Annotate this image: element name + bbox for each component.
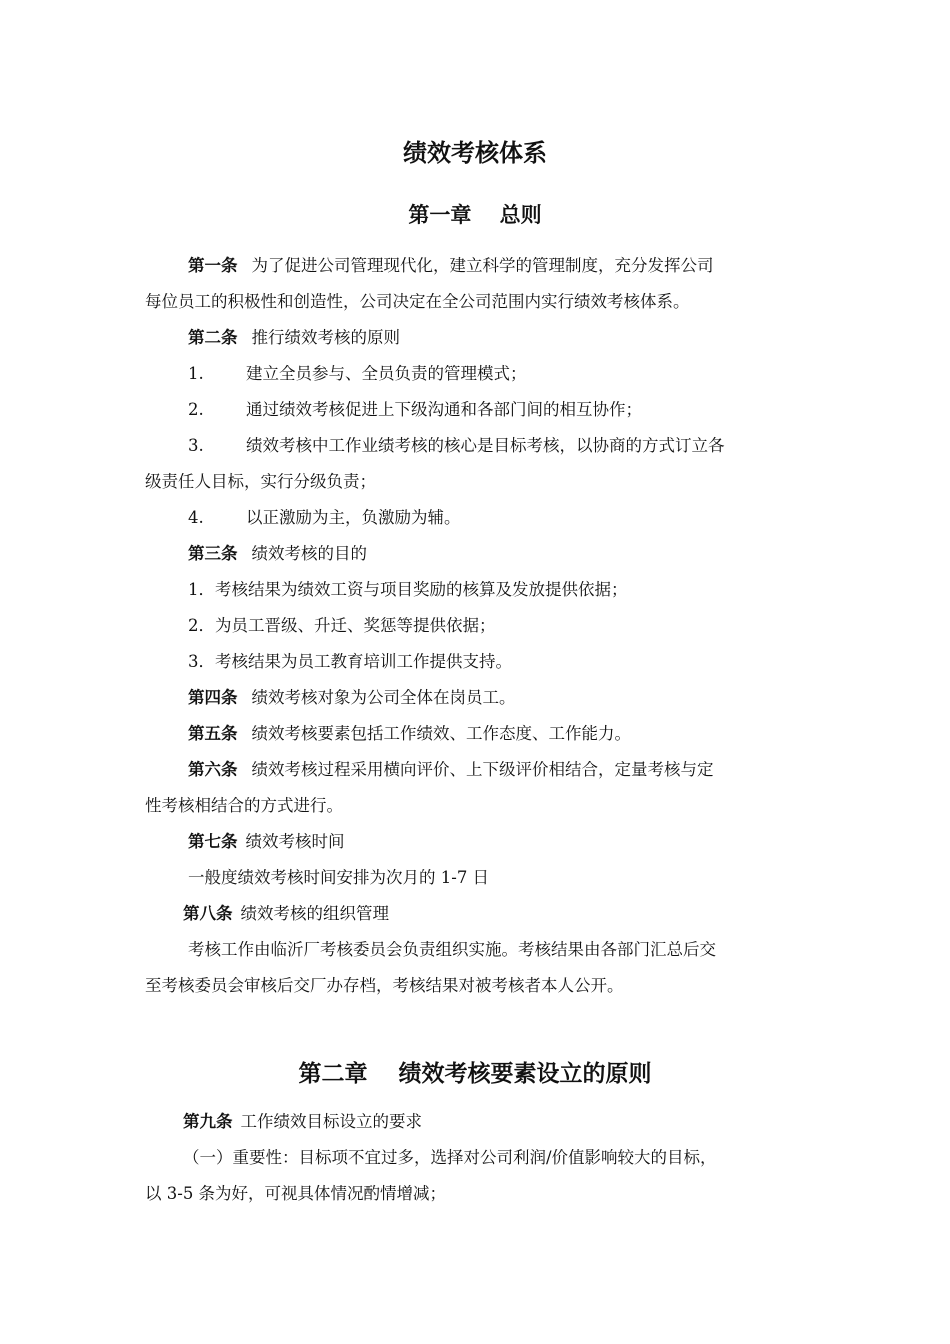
article-2-text: 推行绩效考核的原则 [251,328,400,347]
article-2-item-3-cont: 级责任人目标，实行分级负责； [145,472,376,491]
article-9-line [183,1111,422,1133]
article-1-label: 第一条 [188,256,238,275]
article-8-text: 绩效考核的组织管理 [240,904,389,923]
article-2-item-1 [188,363,527,385]
item-number: 4. [188,508,204,527]
article-8-detail-1: 考核工作由临沂厂考核委员会负责组织实施。考核结果由各部门汇总后交 [188,940,716,959]
article-1-text: 为了促进公司管理现代化，建立科学的管理制度，充分发挥公司 [251,256,714,275]
item-text: 以正激励为主，负激励为辅。 [246,508,461,527]
article-2-line [188,327,400,349]
article-8-line [183,903,389,925]
article-6-line-2: 性考核相结合的方式进行。 [145,796,343,815]
article-1-line-2: 每位员工的积极性和创造性，公司决定在全公司范围内实行绩效考核体系。 [145,292,690,311]
article-4-label: 第四条 [188,688,238,707]
article-3-line [188,543,367,565]
article-8-detail-2: 至考核委员会审核后交厂办存档，考核结果对被考核者本人公开。 [145,976,624,995]
article-4-text: 绩效考核对象为公司全体在岗员工。 [251,688,516,707]
article-4-line [188,687,516,709]
article-3-item-1: 1．考核结果为绩效工资与项目奖励的核算及发放提供依据； [188,580,628,599]
article-5-line [188,723,631,745]
article-6-text: 绩效考核过程采用横向评价、上下级评价相结合，定量考核与定 [251,760,714,779]
article-2-item-3 [188,435,725,457]
item-text: 绩效考核中工作业绩考核的核心是目标考核，以协商的方式订立各 [246,436,725,455]
document-title: 绩效考核体系 [403,139,547,167]
item-number: 3. [188,436,204,455]
article-6-label: 第六条 [188,760,238,779]
article-1-line-1 [188,255,714,277]
article-3-text: 绩效考核的目的 [251,544,367,563]
article-9-text: 工作绩效目标设立的要求 [240,1112,422,1131]
item-number: 2. [188,400,204,419]
article-3-item-3: 3．考核结果为员工教育培训工作提供支持。 [188,652,512,671]
article-7-line [188,831,345,853]
article-7-detail: 一般度绩效考核时间安排为次月的 1-7 日 [188,868,490,887]
item-number: 1. [188,364,204,383]
article-7-label: 第七条 [188,832,238,851]
article-3-item-2: 2．为员工晋级、升迁、奖惩等提供依据； [188,616,496,635]
article-5-text: 绩效考核要素包括工作绩效、工作态度、工作能力。 [251,724,631,743]
article-6-line-1 [188,759,714,781]
article-5-label: 第五条 [188,724,238,743]
article-3-label: 第三条 [188,544,238,563]
article-2-item-2 [188,399,642,421]
chapter-1-heading: 第一章 总则 [408,203,542,227]
article-9-item-1-cont: 以 3-5 条为好，可视具体情况酌情增减； [145,1184,447,1203]
chapter-2-heading: 第二章 绩效考核要素设立的原则 [298,1061,652,1087]
article-8-label: 第八条 [183,904,233,923]
article-2-item-4 [188,507,461,529]
item-text: 建立全员参与、全员负责的管理模式； [246,364,527,383]
article-2-label: 第二条 [188,328,238,347]
article-7-text: 绩效考核时间 [245,832,345,851]
item-text: 通过绩效考核促进上下级沟通和各部门间的相互协作； [246,400,642,419]
article-9-item-1: （一）重要性：目标项不宜过多，选择对公司利润/价值影响较大的目标， [183,1148,717,1167]
article-9-label: 第九条 [183,1112,233,1131]
